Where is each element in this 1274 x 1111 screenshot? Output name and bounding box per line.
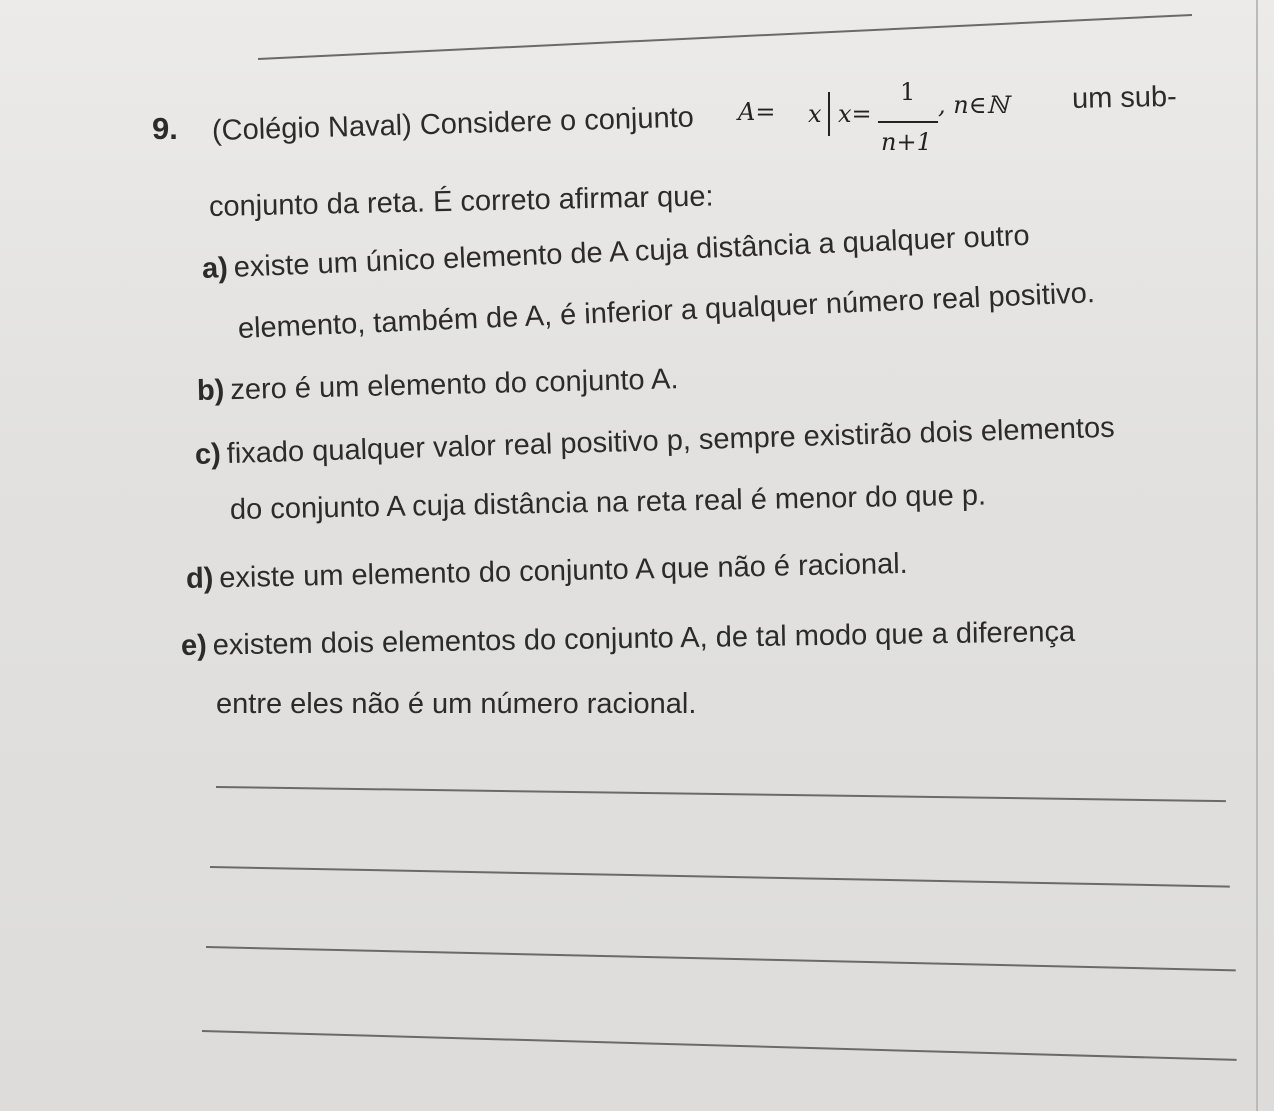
- answer-line-top: [258, 14, 1192, 60]
- option-b-label: b): [196, 374, 225, 407]
- option-a-line1: a) existe um único elemento de A cuja distância a qualquer outro: [201, 219, 1031, 285]
- question-intro-line2: conjunto da reta. É correto afirmar que:: [208, 180, 714, 223]
- option-c-line1: c) fixado qualquer valor real positivo p, sempre existirão dois elementos: [194, 411, 1116, 471]
- option-a-line2: elemento, também de A, é inferior a qualquer número real positivo.: [237, 277, 1096, 345]
- question-intro-end: um sub-: [1071, 80, 1178, 115]
- question-intro: (Colégio Naval) Considere o conjunto: [211, 101, 695, 147]
- formula-numerator: 1: [900, 78, 916, 106]
- formula-eq: x=: [838, 100, 872, 128]
- option-e-line1: e) existem dois elementos do conjunto A, de tal modo que a diferença: [180, 615, 1076, 662]
- page-edge: [1256, 0, 1258, 1111]
- option-e-line2: entre eles não é um número racional.: [216, 688, 697, 720]
- option-a-label: a): [201, 251, 229, 285]
- answer-line-4: [202, 1030, 1237, 1061]
- option-b-line1: b) zero é um elemento do conjunto A.: [196, 363, 679, 407]
- answer-line-3: [206, 946, 1236, 971]
- option-c-label: c): [194, 438, 222, 471]
- answer-line-2: [210, 866, 1230, 888]
- answer-line-1: [216, 786, 1226, 802]
- formula-fraction-bar: [878, 121, 938, 123]
- formula-condition: , n∈ℕ: [938, 91, 1009, 119]
- option-d-line1: d) existe um elemento do conjunto A que não é racional.: [185, 547, 908, 595]
- question-number: 9.: [152, 111, 178, 146]
- formula-lhs: A=: [738, 98, 776, 126]
- formula-denominator: n+1: [881, 128, 932, 156]
- formula-such-that-bar: [828, 92, 830, 136]
- formula-var: x: [808, 100, 822, 128]
- option-c-line2: do conjunto A cuja distância na reta real é menor do que p.: [229, 479, 987, 526]
- option-e-label: e): [180, 629, 208, 662]
- option-d-label: d): [185, 562, 214, 595]
- set-definition-formula: [738, 78, 1038, 168]
